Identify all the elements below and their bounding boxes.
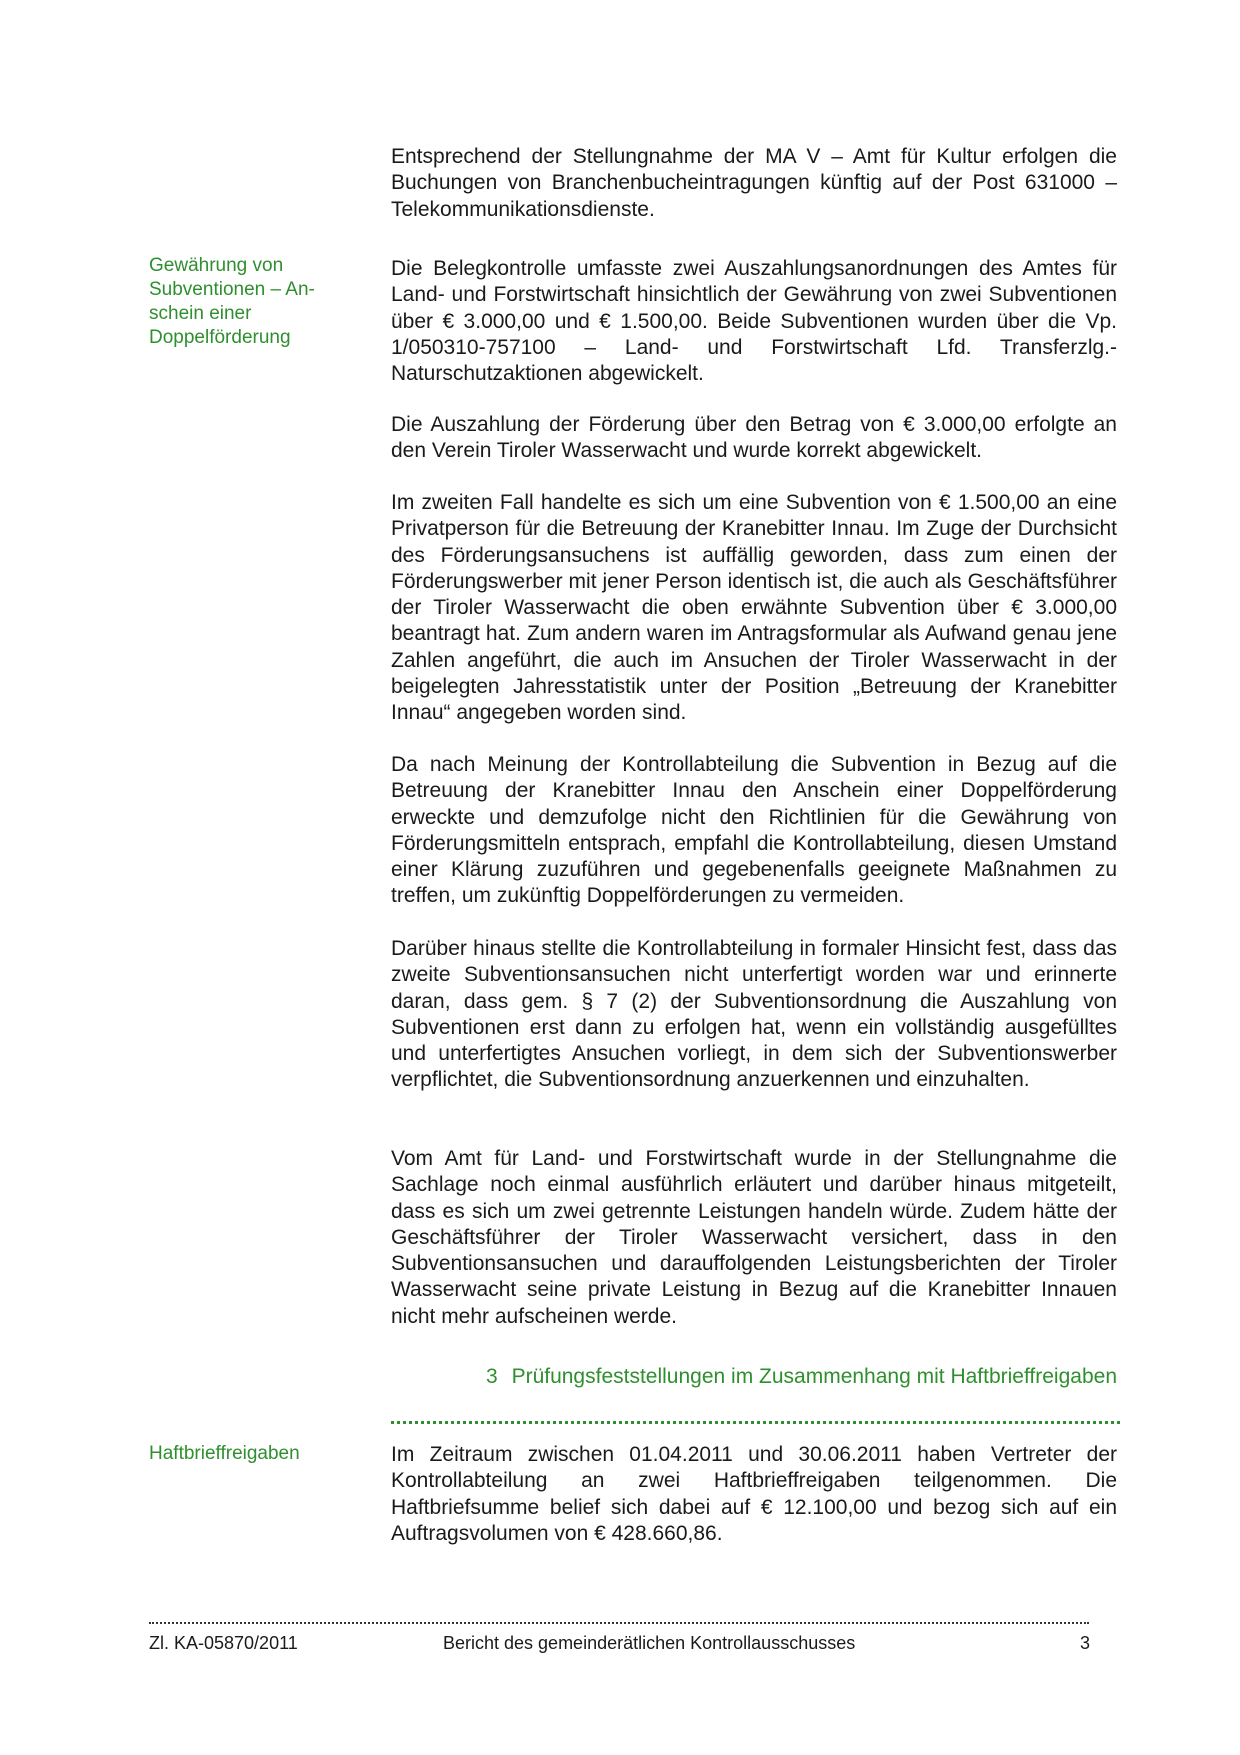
paragraph-auszahlung: Die Auszahlung der Förderung über den Betrag von € 3.000,00 erfolgte an den Verein Tiroler Wasserwacht und wurde korrekt abgewickelt.	[391, 413, 1117, 463]
margin-note-subventionen: Gewährung von Subventionen – An-schein einer Doppelförderung	[149, 255, 315, 348]
paragraph-formale-hinsicht: Darüber hinaus stellte die Kontrollabteilung in formaler Hinsicht fest, dass das zweite Subventionsansuchen nicht unterfertigt worden war und erinnerte daran, dass gem. § 7 (2) der Subventionsordnung die Auszahlung von Subventionen erst dann zu erfolgen hat, wenn ein vollständig ausgefülltes und unterfertigtes Ansuchen vorliegt, in dem sich der Subventionswerber verpflichtet, die Subventionsordnung anzuerkennen und einzuhalten.	[391, 937, 1117, 1092]
footer-title: Bericht des gemeinderätlichen Kontrollausschusses	[443, 1633, 856, 1653]
section-title: Prüfungsfeststellungen im Zusammenhang mit Haftbrieffreigaben	[511, 1365, 1117, 1388]
footer-divider	[149, 1622, 1089, 1624]
paragraph-zweiter-fall: Im zweiten Fall handelte es sich um eine Subvention von € 1.500,00 an eine Privatperson für die Betreuung der Kranebitter Innau. Im Zuge der Durchsicht des Förderungsansuchens ist auffällig geworden, dass zum einen der Förderungswerber mit jener Person identisch ist, die auch als Geschäftsführer der Tiroler Wasserwacht die oben erwähnte Subvention über € 3.000,00 beantragt hat. Zum andern waren im Antragsformular als Aufwand genau jene Zahlen angeführt, die auch im Ansuchen der Tiroler Wasserwacht in der beigelegten Jahresstatistik unter der Position „Betreuung der Kranebitter Innau“ angegeben worden sind.	[391, 491, 1117, 725]
section-divider	[391, 1421, 1120, 1424]
paragraph-doppelfoerderung: Da nach Meinung der Kontrollabteilung die Subvention in Bezug auf die Betreuung der Kranebitter Innau den Anschein einer Doppelförderung erweckte und demzufolge nicht den Richtlinien für die Gewährung von Förderungsmitteln entsprach, empfahl die Kontrollabteilung, diesen Umstand einer Klärung zuzuführen und gegebenenfalls geeignete Maßnahmen zu treffen, um zukünftig Doppelförderungen zu vermeiden.	[391, 753, 1117, 908]
section-number: 3	[486, 1365, 498, 1388]
paragraph-branchenbuch: Entsprechend der Stellungnahme der MA V – Amt für Kultur erfolgen die Buchungen von Branchenbucheintragungen künftig auf der Post 631000 – Telekommunikationsdienste.	[391, 145, 1117, 221]
page-number: 3	[1080, 1633, 1091, 1653]
margin-note-haftbrief: Haftbrieffreigaben	[149, 1443, 300, 1464]
paragraph-stellungnahme: Vom Amt für Land- und Forstwirtschaft wurde in der Stellungnahme die Sachlage noch einmal ausführlich erläutert und darüber hinaus mitgeteilt, dass es sich um zwei getrennte Leistungen handeln würde. Zudem hätte der Geschäftsführer der Tiroler Wasserwacht versichert, dass in den Subventionsansuchen und darauffolgenden Leistungsberichten der Tiroler Wasserwacht seine private Leistung in Bezug auf die Kranebitter Innauen nicht mehr aufscheinen werde.	[391, 1147, 1117, 1328]
section-heading	[391, 1363, 1117, 1390]
footer-reference: Zl. KA-05870/2011	[149, 1633, 298, 1653]
paragraph-belegkontrolle: Die Belegkontrolle umfasste zwei Auszahlungsanordnungen des Amtes für Land- und Forstwirtschaft hinsichtlich der Gewährung von zwei Subventionen über € 3.000,00 und € 1.500,00. Beide Subventionen wurden über die Vp. 1/050310-757100 – Land- und Forstwirtschaft Lfd. Transferzlg.-Naturschutzaktionen abgewickelt.	[391, 257, 1117, 386]
paragraph-haftbrieffreigaben: Im Zeitraum zwischen 01.04.2011 und 30.06.2011 haben Vertreter der Kontrollabteilung an zwei Haftbrieffreigaben teilgenommen. Die Haftbriefsumme belief sich dabei auf € 12.100,00 und bezog sich auf ein Auftragsvolumen von € 428.660,86.	[391, 1443, 1117, 1545]
